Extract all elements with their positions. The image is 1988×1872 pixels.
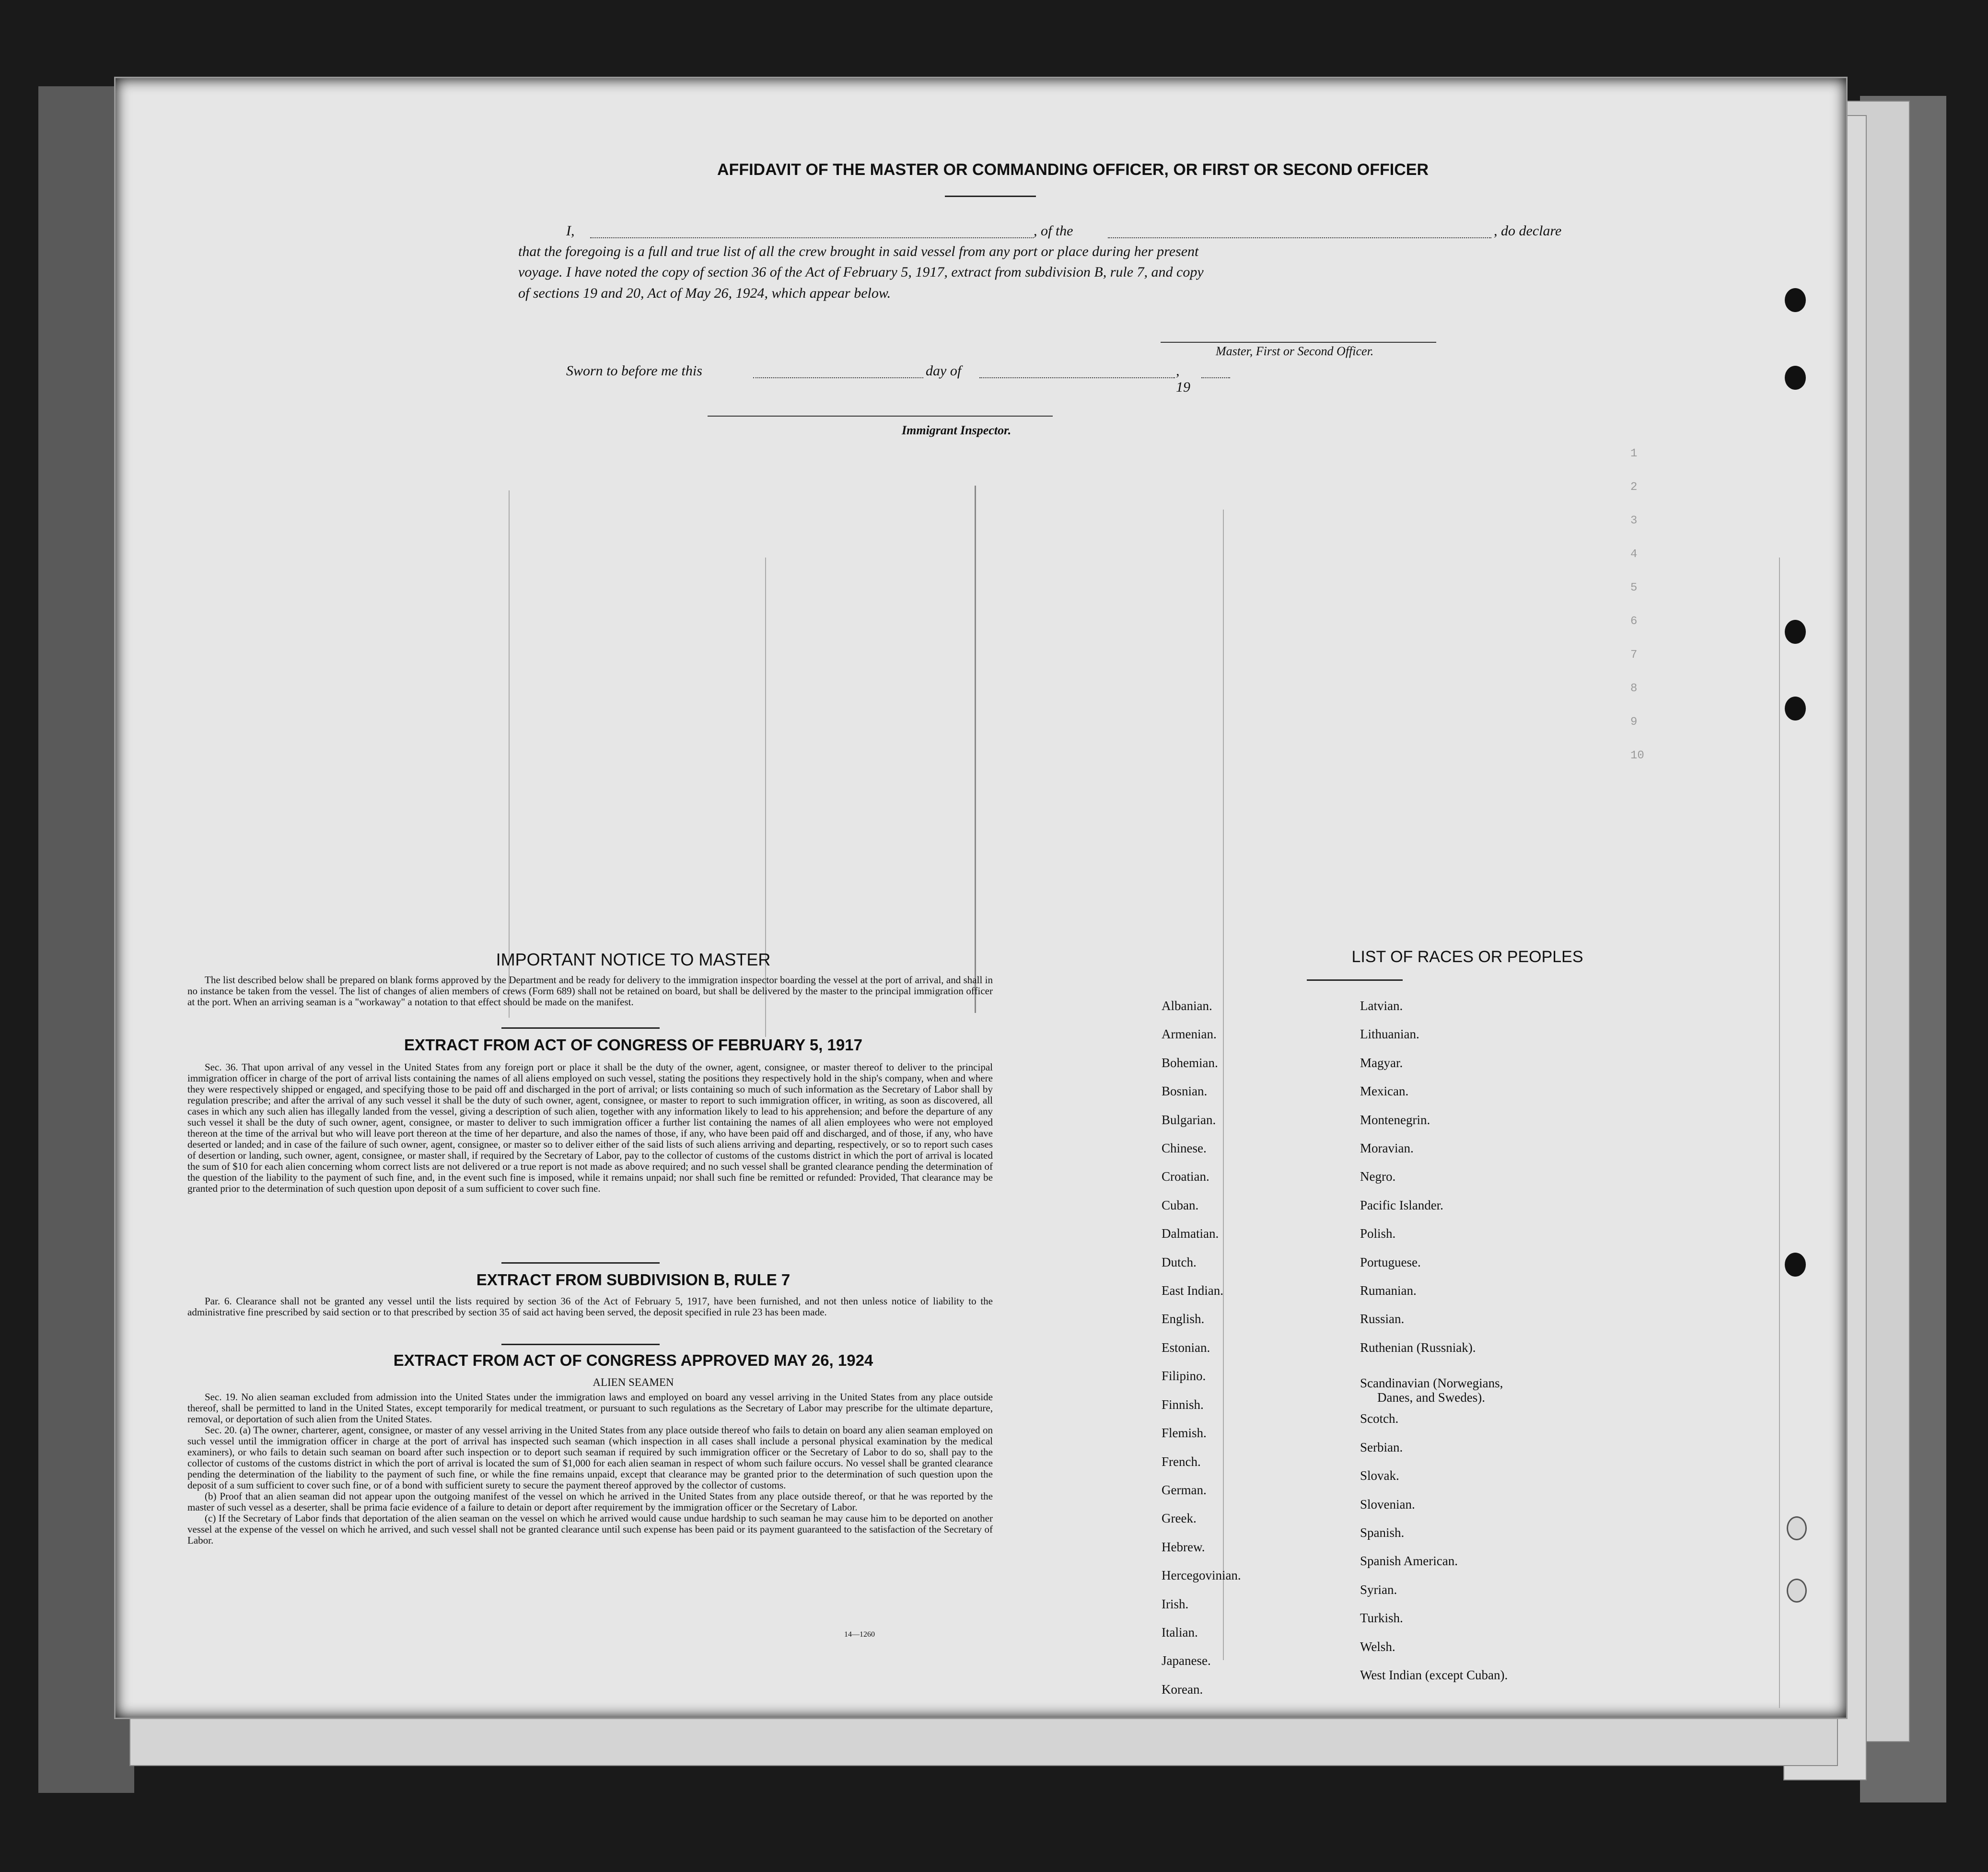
affidavit-title: AFFIDAVIT OF THE MASTER OR COMMANDING OFFICER, OR FIRST OR SECOND OFFICER [717,161,1429,179]
race-item: Polish. [1360,1226,1396,1241]
section-rule [501,1344,660,1345]
section-36-paragraph: Sec. 36. That upon arrival of any vessel in the United States from any foreign port or place it shall be the duty of the owner, agent, consignee, or master thereof to deliver to the principal immigration officer in charge of the port of arrival lists containing the names of all aliens employed on such vessel, stating the positions they respectively hold in the ship's company, when and where they were respectively shipped or engaged, and specifying those to be paid off and discharged in the port of arrival; or lists containing so much of such information as the Secretary of Labor shall by regulation prescribe; and after the arrival of any such vessel it shall be the duty of such owner, agent, consignee, or master to report to such immigration officer, in writing, as soon as discovered, all cases in which any such alien has illegally landed from the vessel, giving a description of such alien, together with any information likely to lead to his apprehension; and before the departure of any such vessel it shall be the duty of such owner, agent, consignee, or master to deliver to such immigration officer a further list containing the names of all alien employees who were not employed thereon at the time of the arrival but who will leave port thereon at the time of her departure, and also the names of those, if any, who have been paid off and discharged, and of those, if any, who have deserted or landed; and in case of the failure of such owner, agent, consignee, or master so to deliver either of the said lists of such aliens arriving and departing, respectively, or so to report such cases of desertion or landing, such owner, agent, consignee, or master shall, if required by the Secretary of Labor, pay to the collector of customs of the customs district in which the port of arrival is located the sum of $10 for each alien concerning whom correct lists are not delivered or a true report is not made as above required; and no such vessel shall be granted clearance pending the determination of the question of the liability to the payment of such fine, and, in the event such fine is imposed, while it remains unpaid; nor shall such fine be remitted or refunded: Provided, That clearance may be granted prior to the determination of such question upon deposit of a sum sufficient to cover such fine. [187,1061,993,1194]
race-item: Slovak. [1360,1468,1399,1483]
race-item: Lithuanian. [1360,1027,1419,1042]
sworn-year-blank[interactable] [1201,377,1230,378]
race-item: Montenegrin. [1360,1112,1430,1127]
race-item: Syrian. [1360,1582,1397,1597]
race-item: West Indian (except Cuban). [1360,1667,1508,1682]
race-item: Armenian. [1162,1027,1217,1042]
race-item: Magyar. [1360,1055,1403,1070]
race-item: Turkish. [1360,1611,1403,1626]
race-item: Serbian. [1360,1440,1403,1454]
race-item: Negro. [1360,1169,1396,1184]
inspector-caption: Immigrant Inspector. [902,423,1011,437]
race-item: Welsh. [1360,1639,1395,1654]
races-column-2 [1360,992,1508,1689]
bleed-through-text: 9 [1630,716,1638,729]
affidavit-line-2: that the foregoing is a full and true list of all the crew brought in said vessel from any port or place during her present [518,244,1199,259]
race-item: Japanese. [1162,1653,1211,1668]
bleed-through-text: 10 [1630,749,1644,762]
bleed-through-text: 4 [1630,548,1638,561]
race-item: Greek. [1162,1511,1197,1526]
sworn-day-blank[interactable] [753,377,923,378]
bleed-through-text: 2 [1630,481,1638,494]
race-item: East Indian. [1162,1283,1223,1298]
race-item: Moravian. [1360,1141,1414,1156]
notice-text [187,975,993,1008]
bleed-through-line [1779,558,1780,1708]
bleed-through-line [975,486,976,1013]
races-title-rule [1307,979,1403,981]
race-item: Dutch. [1162,1255,1197,1269]
race-item: Croatian. [1162,1169,1209,1184]
race-item: Korean. [1162,1682,1203,1697]
sworn-month-blank[interactable] [979,377,1175,378]
race-item: Dalmatian. [1162,1226,1219,1241]
notice-paragraph: The list described below shall be prepared on blank forms approved by the Department and be ready for delivery to the immigration inspector boarding the vessel at the port of arrival, and shall in no instance be taken from the vessel. The list of changes of alien members of crews (Form 689) shall not be retained on board, but shall be delivered by the master to the principal immigration officer at the port. When an arriving seaman is a "workaway" a notation to that effect should be made on the manifest. [187,974,993,1008]
race-item: Spanish American. [1360,1554,1458,1569]
punch-hole [1787,1516,1807,1540]
race-item: Latvian. [1360,999,1403,1013]
bleed-through-text: 1 [1630,447,1638,460]
bleed-through-text: 3 [1630,514,1638,527]
inspector-signature-line[interactable] [708,416,1053,417]
punch-hole [1785,366,1806,390]
name-blank[interactable] [590,237,1034,238]
affidavit-line-1 [566,223,1587,239]
affidavit-do-declare: , do declare [1494,223,1562,239]
race-item: Scandinavian (Norwegians, [1360,1376,1503,1391]
punch-hole [1785,288,1806,312]
race-item: Danes, and Swedes). [1377,1390,1485,1405]
title-rule [945,196,1036,197]
affidavit-line-4: of sections 19 and 20, Act of May 26, 1924, which appear below. [518,285,891,301]
race-item: Russian. [1360,1312,1405,1326]
race-item: Ruthenian (Russniak). [1360,1340,1476,1355]
punch-hole [1787,1579,1807,1603]
race-item: Scotch. [1360,1411,1399,1426]
section-rule [501,1027,660,1029]
punch-hole [1785,1253,1806,1277]
race-item: Bohemian. [1162,1055,1218,1070]
extract-1917-title: EXTRACT FROM ACT OF CONGRESS OF FEBRUARY 5, 1917 [404,1036,862,1054]
race-item: Bosnian. [1162,1084,1208,1099]
affidavit-i: I, [566,223,575,239]
bleed-through-line [509,490,510,1018]
bleed-through-text: 6 [1630,615,1638,628]
sworn-line [566,363,1190,395]
notice-title: IMPORTANT NOTICE TO MASTER [496,950,771,969]
race-item: Portuguese. [1360,1255,1421,1269]
extract-1924-text [187,1392,993,1546]
section-rule [501,1262,660,1264]
race-item: Cuban. [1162,1198,1199,1212]
race-item: Hercegovinian. [1162,1568,1241,1583]
race-item: Finnish. [1162,1397,1204,1412]
paragraph-6: Par. 6. Clearance shall not be granted any vessel until the lists required by section 36 of the Act of February 5, 1917, have been furnished, and not then unless notice of liability to the administrative fine prescribed by said section or to that prescribed by section 35 of said act having been served, the deposit specified in rule 23 has been made. [187,1295,993,1318]
race-item: English. [1162,1312,1205,1326]
vessel-blank[interactable] [1108,237,1491,238]
sworn-day-of: day of [926,363,962,379]
master-signature-line[interactable] [1161,342,1436,343]
crew-list-back-page [114,77,1848,1719]
master-caption: Master, First or Second Officer. [1216,344,1374,358]
bleed-through-text: 7 [1630,649,1638,662]
race-item: Spanish. [1360,1525,1405,1540]
sworn-text: Sworn to before me this [566,363,702,379]
race-item: Chinese. [1162,1141,1207,1156]
extract-1917-text [187,1062,993,1194]
race-item: Filipino. [1162,1369,1206,1384]
race-item: Italian. [1162,1625,1198,1639]
affidavit-of-the: , of the [1034,223,1073,239]
punch-hole [1785,620,1806,644]
race-item: Hebrew. [1162,1539,1205,1554]
race-item: Irish. [1162,1596,1189,1611]
races-title: LIST OF RACES OR PEOPLES [1351,948,1583,966]
section-20c-paragraph: (c) If the Secretary of Labor finds that deportation of the alien seaman on the vessel on which he arrived would cause undue hardship to such seaman he may cause him to be deported on another vessel at the expense of the vessel on which he arrived, and such vessel shall not be granted clearance until such expense has been paid or its payment guaranteed to the satisfaction of the Secretary of Labor. [187,1512,993,1546]
extract-1924-title: EXTRACT FROM ACT OF CONGRESS APPROVED MAY 26, 1924 [393,1351,873,1369]
bleed-through-text: 5 [1630,581,1638,594]
section-20b-paragraph: (b) Proof that an alien seaman did not appear upon the outgoing manifest of the vessel on which he arrived in the United States from any place outside thereof, or that he was reported by the master of such vessel as a deserter, shall be prima facie evidence of a failure to detain or deport after requirement by the immigration officer or the Secretary of Labor. [187,1490,993,1513]
race-item: Pacific Islander. [1360,1198,1443,1212]
section-20a-paragraph: Sec. 20. (a) The owner, charterer, agent, consignee, or master of any vessel arriving in the United States from any place outside thereof who fails to detain on board any alien seaman employed on such vessel until the immigration officer in charge at the port of arrival has inspected such seaman (which inspection in all cases shall include a personal physical examination by the medical examiners), or who fails to detain such seaman on board after such inspection or to deport such seaman if required by such immigration officer or the Secretary of Labor to do so, shall pay to the collector of customs of the customs district in which the port of arrival is located the sum of $1,000 for each alien seaman in respect of whom such failure occurs. No vessel shall be granted clearance pending the determination of the liability to the payment of such fine, or while the fine remains unpaid, except that clearance may be granted prior to the determination of such question upon the deposit of a sum sufficient to cover such fine, or of a bond with sufficient surety to secure the payment thereof approved by the collector of customs. [187,1424,993,1491]
race-item: Bulgarian. [1162,1112,1216,1127]
alien-seamen-subtitle: ALIEN SEAMEN [593,1376,674,1388]
race-item: Flemish. [1162,1426,1207,1441]
race-item: Rumanian. [1360,1283,1417,1298]
bleed-through-text: 8 [1630,682,1638,695]
race-item: Slovenian. [1360,1497,1415,1512]
form-number: 14—1260 [844,1630,875,1639]
sworn-year-prefix: , 19 [1176,363,1190,395]
extract-rule7-title: EXTRACT FROM SUBDIVISION B, RULE 7 [476,1271,791,1289]
race-item: French. [1162,1454,1201,1469]
punch-hole [1785,697,1806,721]
race-item: Mexican. [1360,1084,1409,1099]
race-item: German. [1162,1482,1207,1497]
races-column-1 [1162,992,1241,1704]
extract-rule7-text [187,1296,993,1318]
race-item: Albanian. [1162,999,1212,1013]
section-19-paragraph: Sec. 19. No alien seaman excluded from admission into the United States under the immigration laws and employed on board any vessel arriving in the United States from any place outside thereof, shall be permitted to land in the United States, except temporarily for medical treatment, or pursuant to such regulations as the Secretary of Labor may prescribe for the ultimate departure, removal, or deportation of such alien from the United States. [187,1391,993,1425]
race-item: Estonian. [1162,1340,1210,1355]
affidavit-line-3: voyage. I have noted the copy of section 36 of the Act of February 5, 1917, extract from subdivision B, rule 7, and copy [518,264,1204,280]
